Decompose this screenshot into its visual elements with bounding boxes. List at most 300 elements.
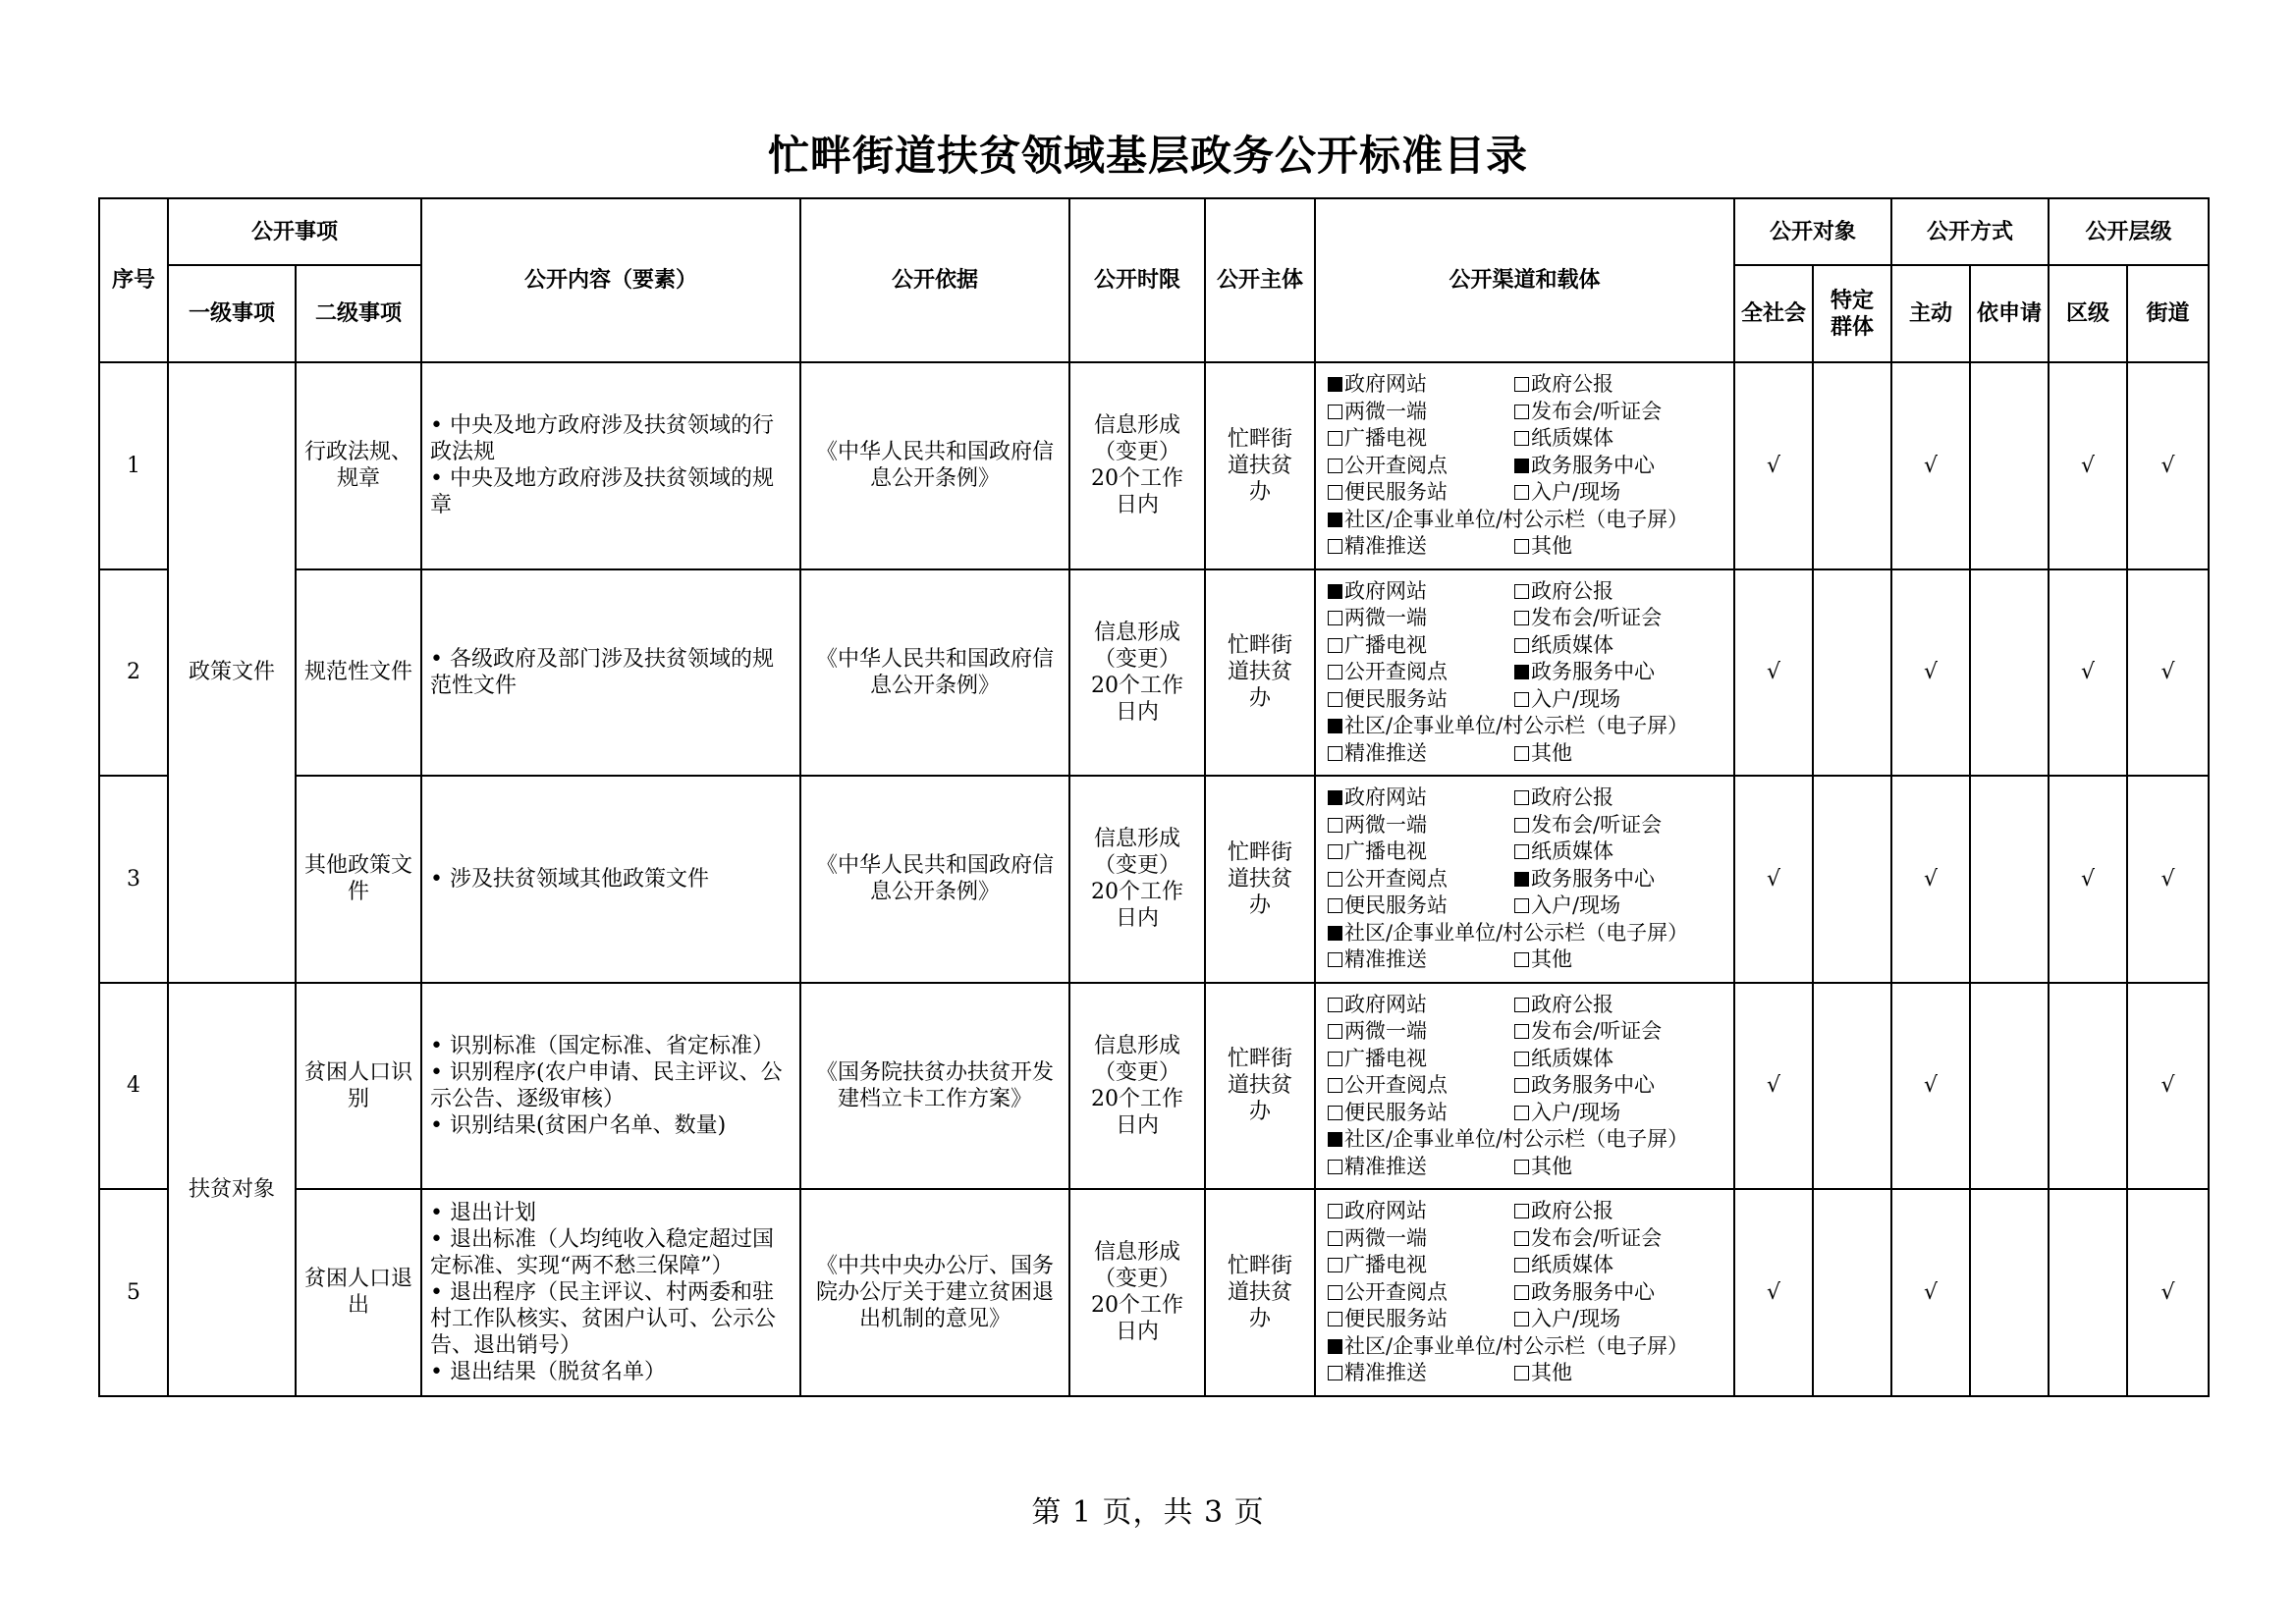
channel-label: 纸质媒体 [1531, 1253, 1614, 1276]
content-item: • 识别程序(农户申请、民主评议、公示公告、逐级审核） [430, 1059, 783, 1111]
tick-mark: √ [2160, 453, 2175, 478]
unchecked-box-icon[interactable] [1514, 790, 1529, 805]
channel-label: 其他 [1531, 1154, 1573, 1178]
channel-label: 政府网站 [1344, 372, 1428, 396]
channel-label: 精准推送 [1344, 1154, 1428, 1178]
unchecked-box-icon[interactable] [1328, 459, 1342, 473]
row-l-district [2049, 983, 2127, 1190]
channel-option[interactable] [1328, 1225, 1514, 1253]
unchecked-box-icon[interactable] [1328, 1160, 1342, 1174]
channel-label: 精准推送 [1344, 534, 1428, 558]
row-aud-special [1813, 1189, 1891, 1396]
row-channels [1315, 776, 1734, 983]
header-content: 公开内容（要素） [421, 198, 800, 362]
content-item: • 涉及扶贫领域其他政策文件 [430, 866, 709, 892]
row-level2-text: 规范性文件 [304, 660, 413, 685]
channel-option[interactable] [1328, 784, 1514, 812]
channel-option[interactable] [1328, 659, 1514, 686]
header-l-street: 街道 [2127, 265, 2209, 362]
row-timeline: 信息形成（变更）20个工作日内 [1069, 569, 1205, 777]
channel-option[interactable] [1328, 578, 1514, 606]
row-m-request [1970, 362, 2049, 569]
unchecked-box-icon[interactable] [1328, 431, 1342, 446]
channel-option[interactable] [1514, 866, 1722, 893]
checked-box-icon[interactable] [1328, 1132, 1342, 1147]
channel-label: 其他 [1531, 534, 1573, 558]
row-aud-special [1813, 569, 1891, 777]
channel-label: 发布会/听证会 [1531, 1019, 1663, 1043]
channel-label: 政府公报 [1531, 785, 1614, 809]
channel-option[interactable] [1328, 947, 1514, 974]
unchecked-box-icon[interactable] [1328, 485, 1342, 500]
row-l-district [2049, 1189, 2127, 1396]
unchecked-box-icon[interactable] [1514, 377, 1529, 392]
channel-label: 公开查阅点 [1344, 1279, 1449, 1304]
unchecked-box-icon[interactable] [1328, 952, 1342, 967]
channel-option[interactable] [1514, 784, 1722, 812]
row-m-request [1970, 983, 2049, 1190]
unchecked-box-icon[interactable] [1328, 665, 1342, 679]
unchecked-box-icon[interactable] [1328, 746, 1342, 761]
unchecked-box-icon[interactable] [1514, 485, 1529, 500]
unchecked-box-icon[interactable] [1328, 1312, 1342, 1326]
row-m-active [1891, 1189, 1970, 1396]
channel-option[interactable] [1514, 632, 1722, 660]
channel-option[interactable] [1514, 371, 1722, 399]
row-seq: 2 [99, 569, 168, 777]
header-seq: 序号 [99, 198, 168, 362]
tick-mark: √ [1924, 660, 1939, 685]
channel-label: 政务服务中心 [1531, 660, 1656, 683]
channel-option[interactable] [1328, 866, 1514, 893]
row-basis: 《中华人民共和国政府信息公开条例》 [800, 362, 1069, 569]
channel-option[interactable] [1514, 1252, 1722, 1279]
channel-label: 发布会/听证会 [1531, 812, 1663, 837]
channel-label: 政府公报 [1531, 578, 1614, 603]
row-basis: 《中华人民共和国政府信息公开条例》 [800, 776, 1069, 983]
channel-option[interactable] [1328, 399, 1514, 426]
channel-option[interactable] [1328, 425, 1514, 453]
unchecked-box-icon[interactable] [1514, 1285, 1529, 1300]
channel-option[interactable] [1514, 1360, 1722, 1387]
unchecked-box-icon[interactable] [1328, 692, 1342, 707]
tick-mark: √ [1767, 660, 1781, 685]
row-subject: 忙畔街道扶贫办 [1205, 569, 1315, 777]
channel-label: 政府公报 [1531, 1199, 1614, 1222]
channel-option[interactable] [1514, 533, 1722, 561]
row-l-street [2127, 569, 2209, 777]
unchecked-box-icon[interactable] [1514, 844, 1529, 859]
channel-label: 便民服务站 [1344, 1100, 1449, 1124]
channel-option[interactable] [1328, 920, 1722, 947]
channel-option[interactable] [1514, 1018, 1722, 1046]
channel-option[interactable] [1514, 479, 1722, 507]
channel-option[interactable] [1514, 399, 1722, 426]
unchecked-box-icon[interactable] [1328, 405, 1342, 419]
channel-option[interactable] [1328, 1100, 1514, 1127]
unchecked-box-icon[interactable] [1328, 818, 1342, 833]
channel-option[interactable] [1328, 479, 1514, 507]
tick-mark: √ [2081, 453, 2096, 478]
channel-option[interactable] [1328, 740, 1514, 768]
channel-list [1328, 578, 1722, 768]
content-item: • 中央及地方政府涉及扶贫领域的行政法规 [430, 413, 774, 465]
channel-label: 政府网站 [1344, 992, 1428, 1016]
channel-option[interactable] [1514, 425, 1722, 453]
row-content [421, 776, 800, 983]
header-aud-all: 全社会 [1734, 265, 1813, 362]
unchecked-box-icon[interactable] [1328, 1366, 1342, 1380]
unchecked-box-icon[interactable] [1514, 1160, 1529, 1174]
channel-label: 发布会/听证会 [1531, 399, 1663, 423]
unchecked-box-icon[interactable] [1328, 1078, 1342, 1093]
row-m-request [1970, 776, 2049, 983]
row-l-district [2049, 362, 2127, 569]
channel-label: 社区/企事业单位/村公示栏（电子屏） [1344, 1127, 1689, 1151]
tick-mark: √ [1924, 1073, 1939, 1099]
unchecked-box-icon[interactable] [1328, 844, 1342, 859]
tick-mark: √ [1924, 866, 1939, 892]
row-subject: 忙畔街道扶贫办 [1205, 1189, 1315, 1396]
channel-label: 政府网站 [1344, 578, 1428, 603]
tick-mark: √ [2160, 660, 2175, 685]
header-timeline: 公开时限 [1069, 198, 1205, 362]
header-subject: 公开主体 [1205, 198, 1315, 362]
unchecked-box-icon[interactable] [1514, 1106, 1529, 1120]
channel-label: 广播电视 [1344, 426, 1428, 450]
row-m-active [1891, 983, 1970, 1190]
header-basis: 公开依据 [800, 198, 1069, 362]
unchecked-box-icon[interactable] [1328, 1231, 1342, 1246]
unchecked-box-icon[interactable] [1328, 1106, 1342, 1120]
channel-option[interactable] [1514, 578, 1722, 606]
row-basis: 《中华人民共和国政府信息公开条例》 [800, 569, 1069, 777]
channel-option[interactable] [1328, 507, 1722, 534]
header-m-active: 主动 [1891, 265, 1970, 362]
channel-option[interactable] [1328, 1072, 1514, 1100]
checked-box-icon[interactable] [1328, 926, 1342, 941]
channel-option[interactable] [1328, 1154, 1514, 1181]
channel-label: 政务服务中心 [1531, 866, 1656, 891]
channel-label: 政府公报 [1531, 372, 1614, 396]
unchecked-box-icon[interactable] [1514, 746, 1529, 761]
content-item: • 退出结果（脱贫名单） [430, 1359, 666, 1384]
channel-option[interactable] [1514, 659, 1722, 686]
row-channels [1315, 1189, 1734, 1396]
page-footer: 第 1 页，共 3 页 [1031, 1495, 1265, 1530]
channel-option[interactable] [1514, 1279, 1722, 1307]
channel-label: 广播电视 [1344, 839, 1428, 863]
checked-box-icon[interactable] [1328, 790, 1342, 805]
unchecked-box-icon[interactable] [1514, 1366, 1529, 1380]
row-aud-all [1734, 1189, 1813, 1396]
row-level2 [296, 569, 421, 777]
content-item: • 退出计划 [430, 1200, 536, 1225]
channel-option[interactable] [1328, 1360, 1514, 1387]
channel-option[interactable] [1514, 893, 1722, 920]
unchecked-box-icon[interactable] [1514, 818, 1529, 833]
header-channels: 公开渠道和载体 [1315, 198, 1734, 362]
channel-option[interactable] [1514, 1225, 1722, 1253]
row-aud-all [1734, 776, 1813, 983]
channel-label: 广播电视 [1344, 632, 1428, 657]
row-seq: 4 [99, 983, 168, 1190]
channel-option[interactable] [1328, 713, 1722, 740]
row-aud-special [1813, 983, 1891, 1190]
row-m-request [1970, 1189, 2049, 1396]
tick-mark: √ [1767, 1073, 1781, 1099]
row-content [421, 362, 800, 569]
row-level2 [296, 776, 421, 983]
row-timeline: 信息形成（变更）20个工作日内 [1069, 776, 1205, 983]
channel-label: 公开查阅点 [1344, 660, 1449, 683]
header-method: 公开方式 [1891, 198, 2049, 265]
row-aud-all [1734, 983, 1813, 1190]
channel-option[interactable] [1514, 1154, 1722, 1181]
unchecked-box-icon[interactable] [1328, 539, 1342, 554]
unchecked-box-icon[interactable] [1514, 1258, 1529, 1272]
channel-label: 纸质媒体 [1531, 1046, 1614, 1070]
unchecked-box-icon[interactable] [1328, 611, 1342, 625]
content-item: • 退出程序（民主评议、村两委和驻村工作队核实、贫困户认可、公示公告、退出销号） [430, 1279, 777, 1358]
unchecked-box-icon[interactable] [1514, 539, 1529, 554]
header-level1: 一级事项 [168, 265, 296, 362]
channel-label: 公开查阅点 [1344, 453, 1449, 477]
row-level2-text: 贫困人口识别 [304, 1059, 413, 1111]
channel-option[interactable] [1514, 992, 1722, 1019]
checked-box-icon[interactable] [1328, 584, 1342, 599]
row-m-active [1891, 569, 1970, 777]
unchecked-box-icon[interactable] [1514, 1204, 1529, 1218]
unchecked-box-icon[interactable] [1514, 898, 1529, 913]
row-l-street [2127, 776, 2209, 983]
row-subject: 忙畔街道扶贫办 [1205, 362, 1315, 569]
row-level2-text: 其他政策文件 [304, 853, 413, 905]
table-row [99, 776, 2209, 983]
channel-label: 社区/企事业单位/村公示栏（电子屏） [1344, 1333, 1689, 1358]
channel-label: 政务服务中心 [1531, 453, 1656, 477]
channel-label: 便民服务站 [1344, 1307, 1449, 1330]
content-item: • 中央及地方政府涉及扶贫领域的规章 [430, 466, 774, 518]
channel-label: 政府网站 [1344, 1199, 1428, 1222]
channel-option[interactable] [1328, 1333, 1722, 1361]
tick-mark: √ [1767, 453, 1781, 478]
row-subject: 忙畔街道扶贫办 [1205, 776, 1315, 983]
row-level1: 扶贫对象 [168, 983, 296, 1396]
row-aud-special [1813, 776, 1891, 983]
content-item: • 退出标准（人均纯收入稳定超过国定标准、实现“两不愁三保障”） [430, 1226, 774, 1278]
row-level2 [296, 1189, 421, 1396]
header-l-district: 区级 [2049, 265, 2127, 362]
unchecked-box-icon[interactable] [1514, 611, 1529, 625]
channel-label: 精准推送 [1344, 740, 1428, 765]
channel-option[interactable] [1328, 1198, 1514, 1225]
channel-option[interactable] [1328, 893, 1514, 920]
checked-box-icon[interactable] [1328, 513, 1342, 527]
content-item: • 识别标准（国定标准、省定标准） [430, 1033, 774, 1058]
row-l-district [2049, 569, 2127, 777]
channel-option[interactable] [1328, 839, 1514, 866]
channel-label: 社区/企事业单位/村公示栏（电子屏） [1344, 507, 1689, 531]
tick-mark: √ [2160, 1279, 2175, 1305]
channel-option[interactable] [1514, 1198, 1722, 1225]
checked-box-icon[interactable] [1328, 377, 1342, 392]
catalog-table [98, 197, 2210, 1397]
channel-option[interactable] [1328, 605, 1514, 632]
channel-option[interactable] [1328, 1018, 1514, 1046]
unchecked-box-icon[interactable] [1514, 952, 1529, 967]
channel-option[interactable] [1328, 632, 1514, 660]
channel-option[interactable] [1328, 1252, 1514, 1279]
unchecked-box-icon[interactable] [1514, 405, 1529, 419]
channel-option[interactable] [1328, 992, 1514, 1019]
unchecked-box-icon[interactable] [1328, 872, 1342, 887]
table-body [99, 362, 2209, 1396]
row-level2-text: 贫困人口退出 [304, 1267, 413, 1319]
channel-label: 入户/现场 [1531, 893, 1621, 917]
channel-option[interactable] [1514, 1306, 1722, 1333]
row-aud-all [1734, 362, 1813, 569]
tick-mark: √ [2160, 866, 2175, 892]
row-content [421, 569, 800, 777]
channel-option[interactable] [1328, 1306, 1514, 1333]
row-level2 [296, 983, 421, 1190]
row-level1: 政策文件 [168, 362, 296, 983]
unchecked-box-icon[interactable] [1514, 1078, 1529, 1093]
channel-label: 入户/现场 [1531, 480, 1621, 504]
header-aud-special: 特定群体 [1813, 265, 1891, 362]
row-seq: 1 [99, 362, 168, 569]
unchecked-box-icon[interactable] [1514, 998, 1529, 1012]
header-level: 公开层级 [2049, 198, 2209, 265]
channel-list [1328, 1198, 1722, 1387]
channel-option[interactable] [1514, 947, 1722, 974]
tick-mark: √ [1924, 453, 1939, 478]
channel-option[interactable] [1514, 812, 1722, 839]
header-m-request: 依申请 [1970, 265, 2049, 362]
unchecked-box-icon[interactable] [1514, 1024, 1529, 1039]
row-l-street [2127, 983, 2209, 1190]
header-audience: 公开对象 [1734, 198, 1891, 265]
channel-label: 两微一端 [1344, 812, 1428, 837]
row-content [421, 983, 800, 1190]
channel-label: 其他 [1531, 947, 1573, 971]
unchecked-box-icon[interactable] [1328, 638, 1342, 653]
channel-option[interactable] [1514, 740, 1722, 768]
unchecked-box-icon[interactable] [1514, 584, 1529, 599]
unchecked-box-icon[interactable] [1328, 1052, 1342, 1066]
channel-label: 纸质媒体 [1531, 426, 1614, 450]
checked-box-icon[interactable] [1514, 872, 1529, 887]
channel-option[interactable] [1328, 371, 1514, 399]
tick-mark: √ [1924, 1279, 1939, 1305]
checked-box-icon[interactable] [1514, 459, 1529, 473]
row-channels [1315, 362, 1734, 569]
unchecked-box-icon[interactable] [1514, 431, 1529, 446]
tick-mark: √ [1767, 1279, 1781, 1305]
unchecked-box-icon[interactable] [1328, 1285, 1342, 1300]
channel-option[interactable] [1328, 533, 1514, 561]
row-basis: 《中共中央办公厅、国务院办公厅关于建立贫困退出机制的意见》 [800, 1189, 1069, 1396]
unchecked-box-icon[interactable] [1514, 1231, 1529, 1246]
unchecked-box-icon[interactable] [1328, 998, 1342, 1012]
row-m-active [1891, 776, 1970, 983]
row-l-street [2127, 362, 2209, 569]
channel-label: 精准推送 [1344, 947, 1428, 971]
page-title: 忙畔街道扶贫领域基层政务公开标准目录 [767, 132, 1528, 180]
unchecked-box-icon[interactable] [1328, 1204, 1342, 1218]
channel-label: 政府网站 [1344, 785, 1428, 809]
row-timeline: 信息形成（变更）20个工作日内 [1069, 1189, 1205, 1396]
row-seq: 3 [99, 776, 168, 983]
channel-list [1328, 371, 1722, 561]
row-level2-text: 行政法规、规章 [304, 440, 413, 492]
checked-box-icon[interactable] [1328, 1339, 1342, 1354]
row-seq: 5 [99, 1189, 168, 1396]
table-row [99, 1189, 2209, 1396]
unchecked-box-icon[interactable] [1514, 1312, 1529, 1326]
tick-mark: √ [2160, 1073, 2175, 1099]
channel-label: 政府公报 [1531, 992, 1614, 1016]
channel-option[interactable] [1328, 686, 1514, 714]
channel-label: 两微一端 [1344, 606, 1428, 629]
unchecked-box-icon[interactable] [1514, 1052, 1529, 1066]
unchecked-box-icon[interactable] [1514, 638, 1529, 653]
table-row [99, 983, 2209, 1190]
channel-label: 政务服务中心 [1531, 1279, 1656, 1304]
channel-label: 便民服务站 [1344, 480, 1449, 504]
channel-option[interactable] [1328, 812, 1514, 839]
unchecked-box-icon[interactable] [1328, 1258, 1342, 1272]
channel-label: 两微一端 [1344, 1019, 1428, 1043]
channel-option[interactable] [1514, 686, 1722, 714]
channel-label: 纸质媒体 [1531, 839, 1614, 863]
row-level2 [296, 362, 421, 569]
channel-label: 其他 [1531, 740, 1573, 765]
tick-mark: √ [2081, 866, 2096, 892]
channel-option[interactable] [1328, 1279, 1514, 1307]
channel-option[interactable] [1514, 605, 1722, 632]
channel-option[interactable] [1514, 839, 1722, 866]
row-aud-special [1813, 362, 1891, 569]
channel-option[interactable] [1514, 453, 1722, 480]
row-timeline: 信息形成（变更）20个工作日内 [1069, 362, 1205, 569]
row-channels [1315, 569, 1734, 777]
channel-option[interactable] [1328, 1046, 1514, 1073]
channel-list [1328, 784, 1722, 974]
channel-option[interactable] [1514, 1100, 1722, 1127]
row-l-district [2049, 776, 2127, 983]
channel-option[interactable] [1514, 1046, 1722, 1073]
unchecked-box-icon[interactable] [1328, 898, 1342, 913]
row-m-request [1970, 569, 2049, 777]
channel-option[interactable] [1514, 1072, 1722, 1100]
row-channels [1315, 983, 1734, 1190]
header-level2: 二级事项 [296, 265, 421, 362]
row-content [421, 1189, 800, 1396]
checked-box-icon[interactable] [1514, 665, 1529, 679]
channel-label: 纸质媒体 [1531, 632, 1614, 657]
channel-option[interactable] [1328, 1126, 1722, 1154]
checked-box-icon[interactable] [1328, 719, 1342, 733]
channel-label: 其他 [1531, 1361, 1573, 1384]
channel-label: 广播电视 [1344, 1253, 1428, 1276]
content-item: • 识别结果(贫困户名单、数量) [430, 1112, 727, 1138]
unchecked-box-icon[interactable] [1328, 1024, 1342, 1039]
unchecked-box-icon[interactable] [1514, 692, 1529, 707]
row-timeline: 信息形成（变更）20个工作日内 [1069, 983, 1205, 1190]
channel-option[interactable] [1328, 453, 1514, 480]
